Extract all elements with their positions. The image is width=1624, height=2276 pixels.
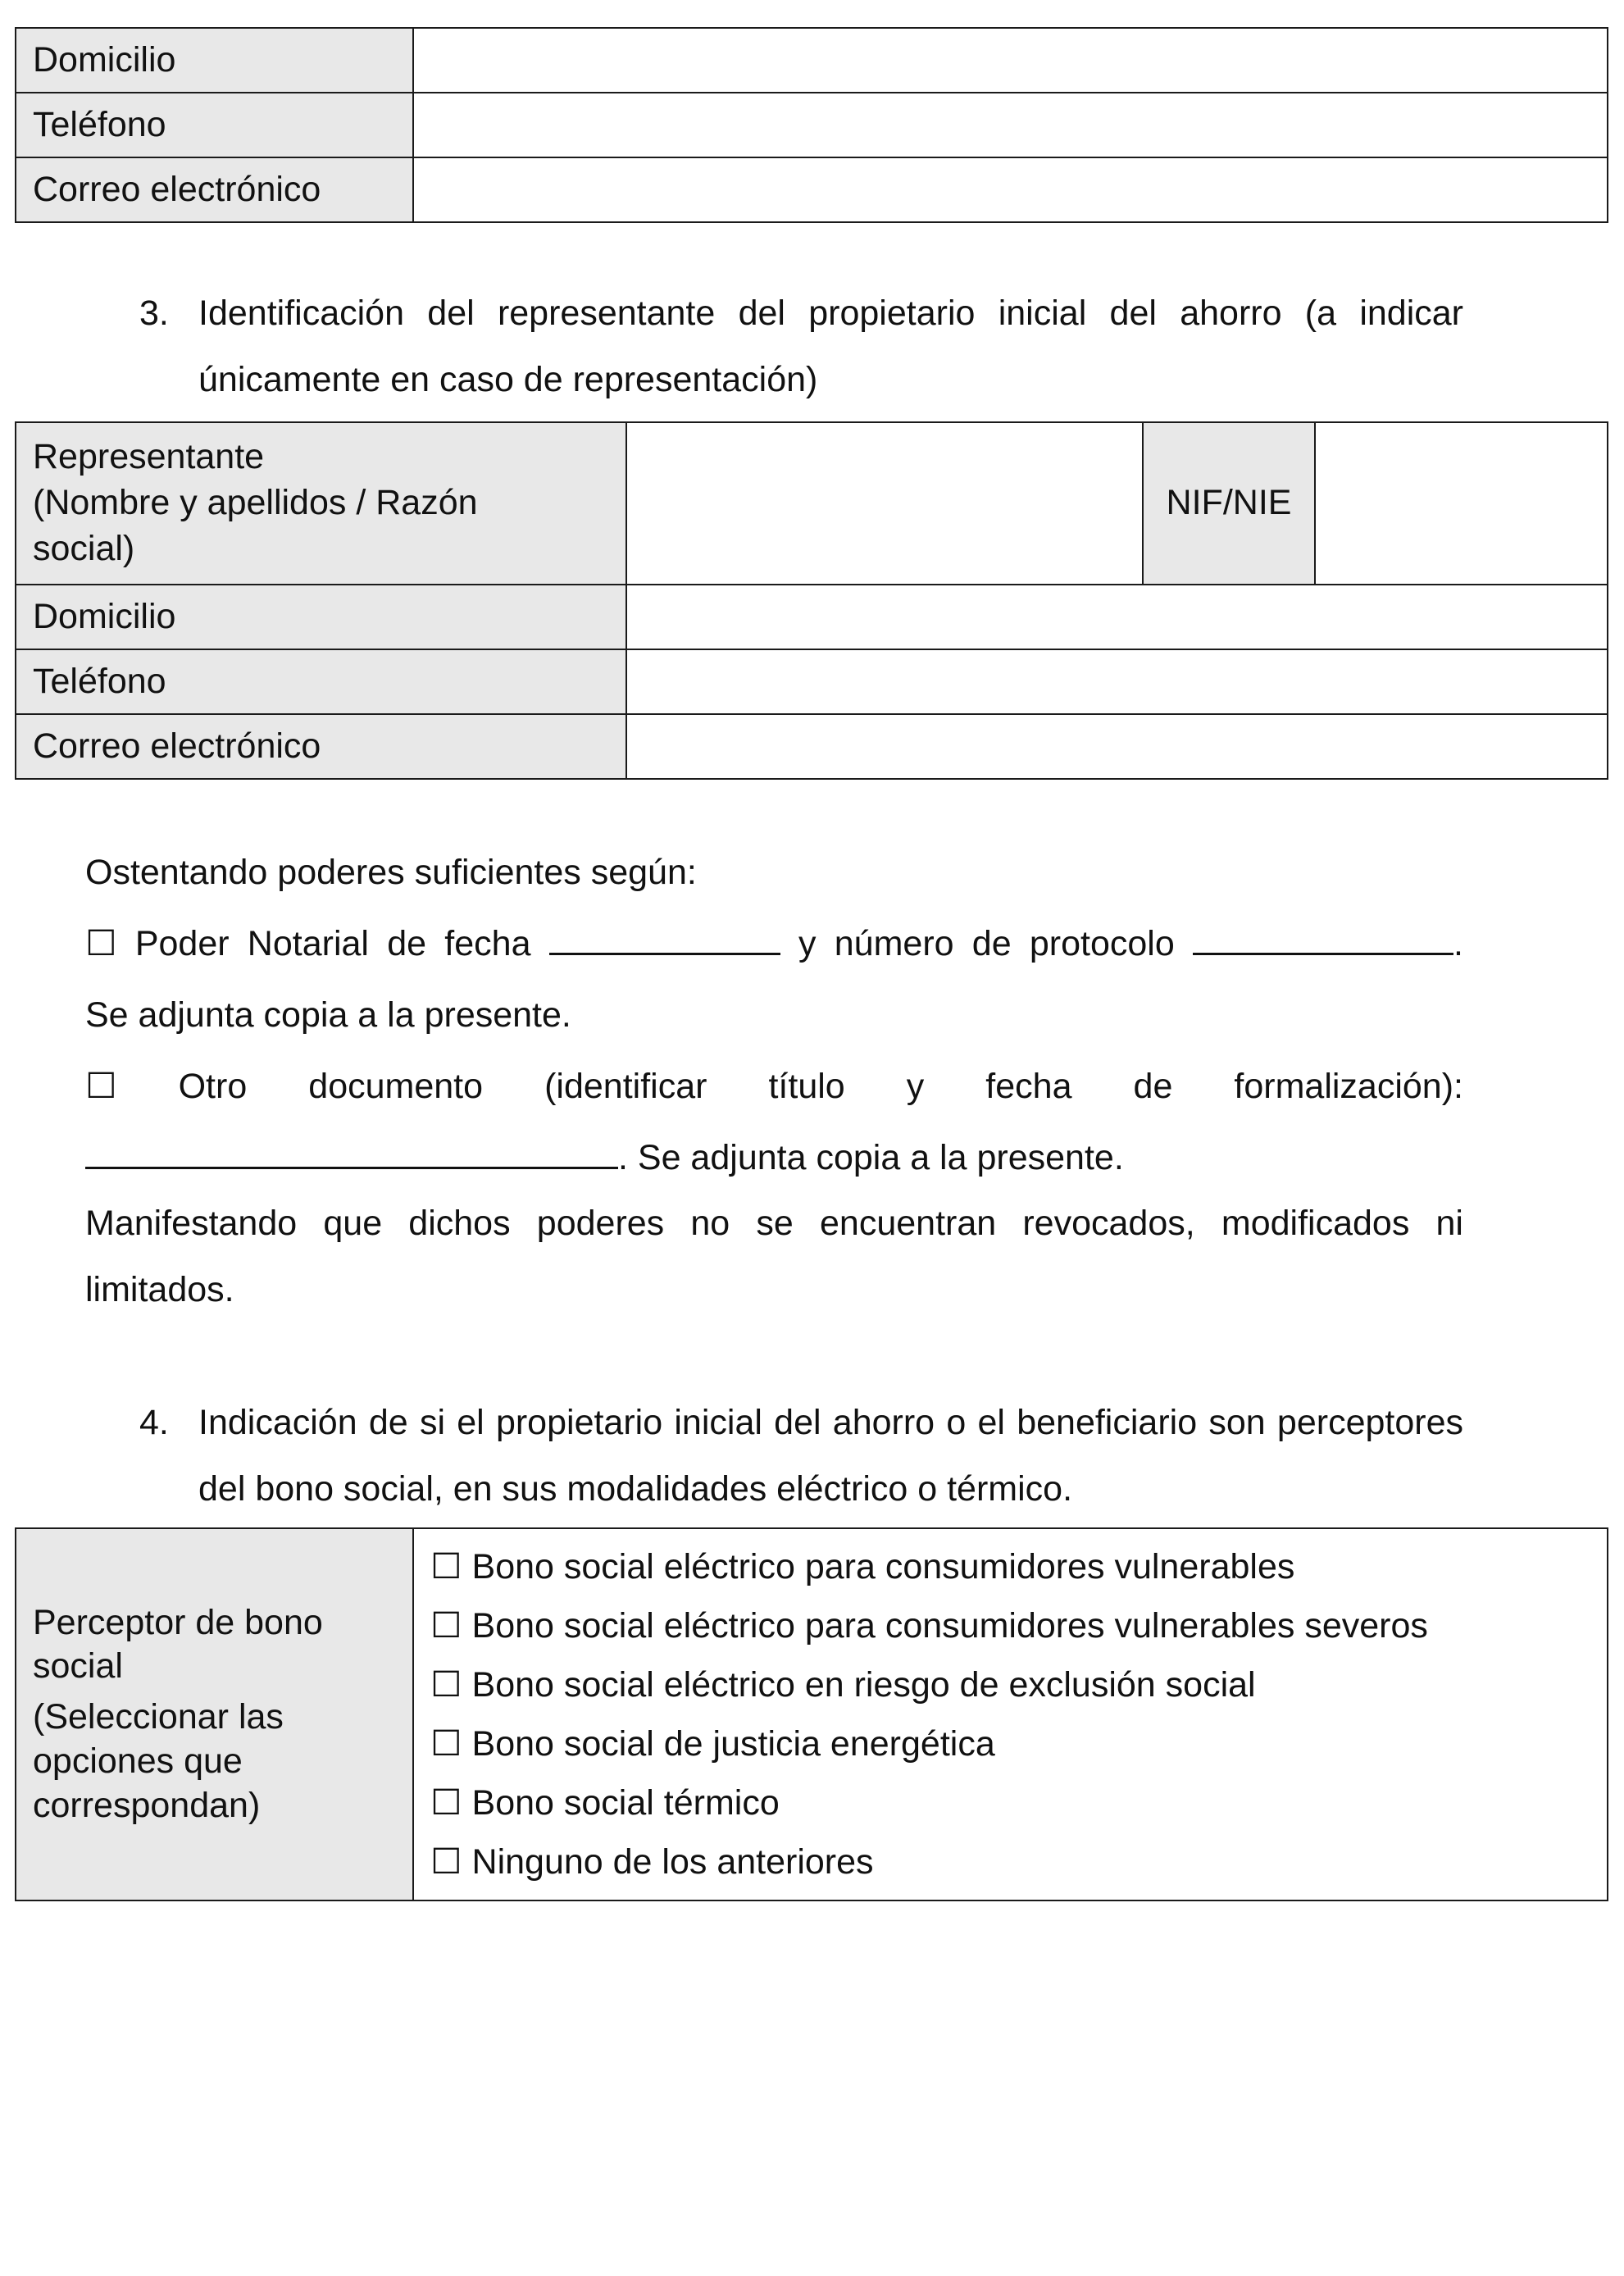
section-3-title: Identificación del representante del propietario inicial del ahorro (a indicar únicamente en caso de representación) <box>198 294 1463 399</box>
section-3-heading <box>139 280 1463 413</box>
other-document-line <box>85 1054 1463 1120</box>
table-row <box>16 585 1608 649</box>
rep-phone-field[interactable] <box>626 649 1608 714</box>
bono-option-severe[interactable]: ☐ Bono social eléctrico para consumidores vulnerables severos <box>430 1606 1428 1646</box>
table-row <box>16 649 1608 714</box>
email-field[interactable] <box>413 157 1608 222</box>
section-4-heading <box>139 1390 1463 1523</box>
nif-label: NIF/NIE <box>1143 422 1315 585</box>
section-3-number: 3. <box>139 294 169 333</box>
rep-email-label: Correo electrónico <box>16 714 626 779</box>
nif-field[interactable] <box>1315 422 1608 585</box>
powers-intro: Ostentando poderes suficientes según: <box>85 853 697 892</box>
address-label: Domicilio <box>16 28 413 93</box>
table-row <box>16 93 1608 157</box>
table-row <box>16 157 1608 222</box>
phone-field[interactable] <box>413 93 1608 157</box>
bono-option-justicia[interactable]: ☐ Bono social de justicia energética <box>430 1724 995 1764</box>
notarial-text-a: Poder Notarial de fecha <box>134 924 531 963</box>
bono-social-table <box>15 1527 1608 1901</box>
email-label: Correo electrónico <box>16 157 413 222</box>
table-row <box>16 28 1608 93</box>
representative-table <box>15 421 1608 780</box>
notarial-text-end: . <box>1453 924 1463 963</box>
table-row <box>16 1528 1608 1900</box>
section-4-title: Indicación de si el propietario inicial del ahorro o el beneficiario son perceptores del bono social, en sus modalidades eléctrico o térmico. <box>198 1403 1463 1509</box>
representative-label: Representante (Nombre y apellidos / Razón social) <box>16 422 626 585</box>
checkbox-icon[interactable]: ☐ <box>430 1842 462 1882</box>
checkbox-icon[interactable]: ☐ <box>430 1606 462 1646</box>
address-field[interactable] <box>413 28 1608 93</box>
other-document-text: Otro documento (identificar título y fecha de formalización): <box>178 1067 1463 1106</box>
other-document-blank-line <box>85 1125 1463 1191</box>
notarial-checkbox[interactable]: ☐ <box>85 924 117 963</box>
bono-social-options <box>413 1528 1608 1900</box>
rep-phone-label: Teléfono <box>16 649 626 714</box>
other-checkbox[interactable]: ☐ <box>85 1067 117 1106</box>
attach-copy-text: Se adjunta copia a la presente. <box>85 995 571 1035</box>
checkbox-icon[interactable]: ☐ <box>430 1783 462 1823</box>
phone-label: Teléfono <box>16 93 413 157</box>
checkbox-icon[interactable]: ☐ <box>430 1547 462 1586</box>
other-attach-text: . Se adjunta copia a la presente. <box>618 1138 1124 1177</box>
notarial-date-blank[interactable] <box>549 922 780 955</box>
table-row <box>16 714 1608 779</box>
bono-option-vulnerable[interactable]: ☐ Bono social eléctrico para consumidores vulnerables <box>430 1547 1295 1586</box>
rep-address-label: Domicilio <box>16 585 626 649</box>
bono-option-termico[interactable]: ☐ Bono social térmico <box>430 1783 780 1823</box>
checkbox-icon[interactable]: ☐ <box>430 1724 462 1764</box>
powers-declaration: Manifestando que dichos poderes no se encuentran revocados, modificados ni limitados. <box>85 1204 1463 1309</box>
notarial-power-line <box>85 911 1463 977</box>
checkbox-icon[interactable]: ☐ <box>430 1665 462 1705</box>
rep-address-field[interactable] <box>626 585 1608 649</box>
other-document-blank[interactable] <box>85 1136 618 1169</box>
representative-name-field[interactable] <box>626 422 1143 585</box>
bono-option-none[interactable]: ☐ Ninguno de los anteriores <box>430 1842 874 1882</box>
notarial-text-b: y número de protocolo <box>798 924 1175 963</box>
protocol-number-blank[interactable] <box>1193 922 1453 955</box>
bono-social-label: Perceptor de bono social (Seleccionar las opciones que correspondan) <box>16 1528 413 1900</box>
rep-email-field[interactable] <box>626 714 1608 779</box>
section-4-number: 4. <box>139 1403 169 1442</box>
table-row <box>16 422 1608 585</box>
bono-option-exclusion[interactable]: ☐ Bono social eléctrico en riesgo de exclusión social <box>430 1665 1256 1705</box>
owner-contact-table <box>15 27 1608 223</box>
